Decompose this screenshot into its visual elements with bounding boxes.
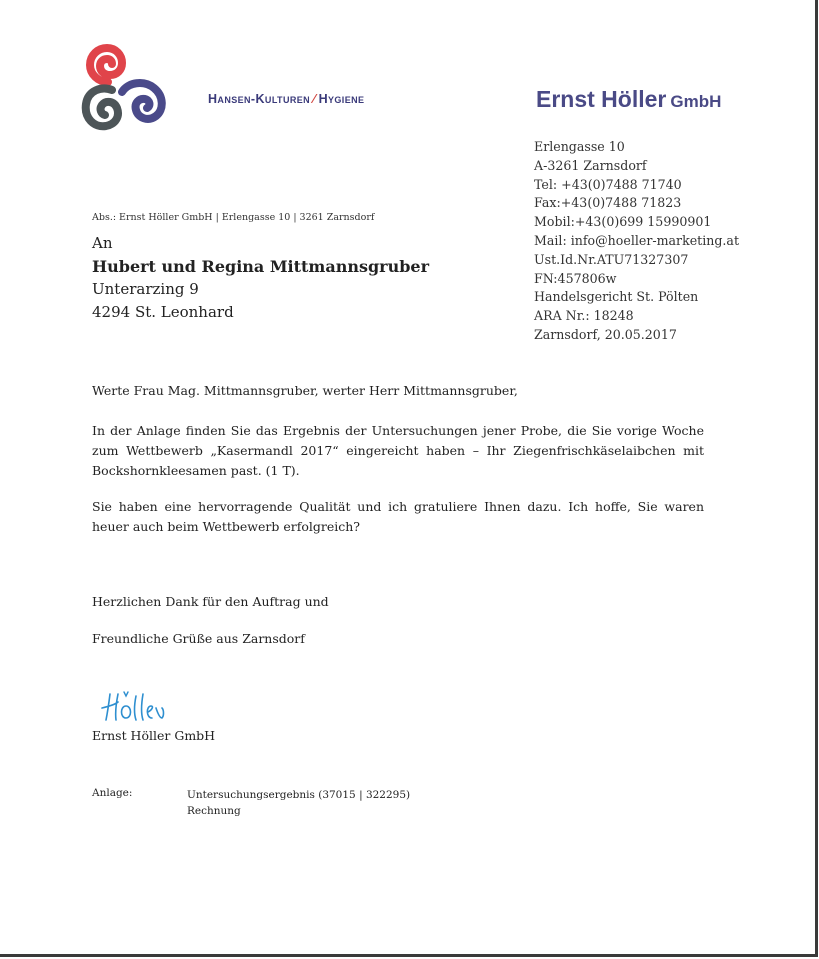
info-fax: Fax:+43(0)7488 71823	[534, 195, 682, 211]
recipient-prefix: An	[92, 234, 113, 252]
enclosure-item: Untersuchungsergebnis (37015 | 322295)	[187, 789, 411, 801]
enclosure-list	[187, 787, 410, 819]
body-paragraph-1: In der Anlage finden Sie das Ergebnis der Untersuchungen jener Probe, die Sie vorige Woche zum Wettbewerb „Kasermandl 2017“ eingereicht haben – Ihr Ziegenfrischkäselaibchen mit Bockshornkleesamen past. (1 T).	[92, 423, 704, 478]
enclosure-label: Anlage:	[92, 787, 133, 799]
info-vat-id: Ust.Id.Nr.ATU71327307	[534, 251, 689, 267]
recipient-block	[92, 232, 429, 324]
info-city: A-3261 Zarnsdorf	[534, 157, 647, 173]
info-phone: Tel: +43(0)7488 71740	[534, 176, 682, 192]
signer-name: Ernst Höller GmbH	[92, 728, 216, 743]
recipient-name: Hubert und Regina Mittmannsgruber	[92, 257, 430, 276]
recipient-city: 4294 St. Leonhard	[92, 303, 234, 321]
salutation: Werte Frau Mag. Mittmannsgruber, werter Herr Mittmannsgruber,	[92, 383, 518, 398]
company-name-text: Ernst Höller	[536, 86, 667, 112]
info-address: Erlengasse 10	[534, 139, 625, 154]
triple-spiral-logo-icon	[78, 44, 174, 144]
tagline-separator-icon: ⁄	[313, 92, 316, 106]
tagline-right: Hygiene	[318, 92, 365, 106]
company-suffix: GmbH	[670, 92, 722, 111]
company-info-block	[534, 138, 739, 345]
company-tagline	[208, 92, 364, 106]
letter-date: Zarnsdorf, 20.05.2017	[534, 326, 677, 342]
info-company-register: FN:457806w	[534, 270, 617, 286]
handwritten-signature-icon	[96, 688, 166, 724]
closing-greeting: Freundliche Grüße aus Zarnsdorf	[92, 631, 305, 646]
info-court: Handelsgericht St. Pölten	[534, 289, 699, 305]
sender-line: Abs.: Ernst Höller GmbH | Erlengasse 10 | 3261 Zarnsdorf	[92, 212, 375, 223]
info-ara-number: ARA Nr.: 18248	[534, 308, 634, 324]
closing-thanks: Herzlichen Dank für den Auftrag und	[92, 594, 329, 609]
company-name	[536, 86, 721, 113]
info-mail: Mail: info@hoeller-marketing.at	[534, 232, 739, 248]
info-mobile: Mobil:+43(0)699 15990901	[534, 214, 712, 230]
enclosure-item: Rechnung	[187, 805, 241, 817]
tagline-left: Hansen-Kulturen	[208, 92, 311, 106]
recipient-street: Unterarzing 9	[92, 280, 199, 298]
body-paragraph-2: Sie haben eine hervorragende Qualität und ich gratuliere Ihnen dazu. Ich hoffe, Sie waren heuer auch beim Wettbewerb erfolgreich?	[92, 499, 704, 534]
